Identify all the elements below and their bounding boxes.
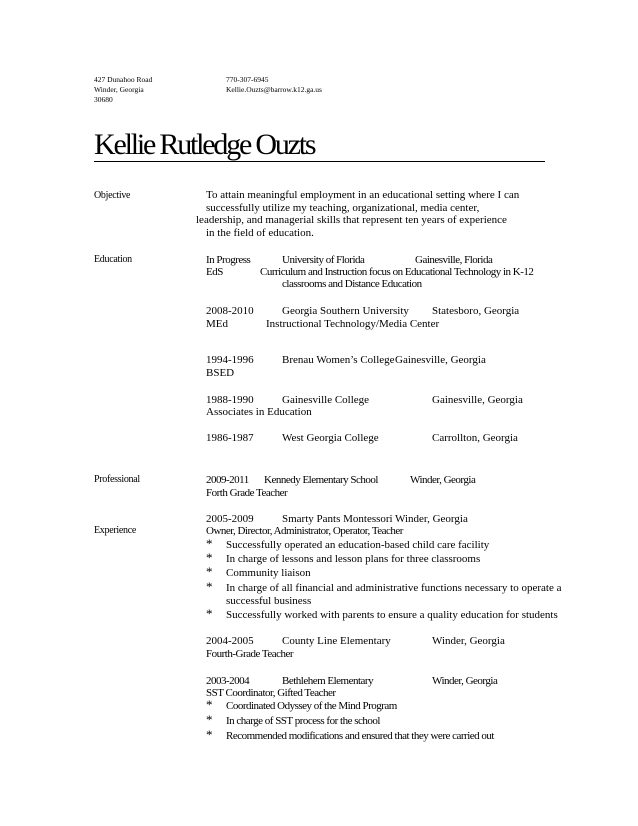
bullet-marker: * bbox=[206, 606, 213, 621]
job-employer: County Line Elementary bbox=[282, 635, 391, 647]
phone-number: 770-307-6945 bbox=[226, 75, 269, 84]
edu-date: 2008-2010 bbox=[206, 305, 254, 317]
edu-school: University of Florida bbox=[282, 254, 365, 266]
objective-line-4: in the field of education. bbox=[206, 227, 314, 239]
job-employer: Smarty Pants Montessori bbox=[282, 513, 393, 525]
job-bullet: Coordinated Odyssey of the Mind Program bbox=[226, 700, 397, 712]
edu-detail: Instructional Technology/Media Center bbox=[266, 318, 440, 330]
resume-name: Kellie Rutledge Ouzts bbox=[94, 128, 315, 161]
job-location: Winder, Georgia bbox=[410, 474, 476, 486]
section-education: Education bbox=[94, 254, 132, 265]
job-role: Forth Grade Teacher bbox=[206, 487, 288, 499]
section-professional: Professional bbox=[94, 474, 140, 485]
section-objective: Objective bbox=[94, 190, 131, 201]
edu-detail: classrooms and Distance Education bbox=[282, 278, 422, 290]
edu-detail: Curriculum and Instruction focus on Educational Technology in K-12 bbox=[260, 266, 534, 278]
edu-degree: BSED bbox=[206, 367, 235, 379]
edu-school: Gainesville College bbox=[282, 394, 370, 406]
edu-date: In Progress bbox=[206, 254, 251, 266]
edu-location: Statesboro, Georgia bbox=[432, 305, 520, 317]
job-bullet: In charge of all financial and administrative functions necessary to operate a bbox=[226, 582, 562, 594]
bullet-marker: * bbox=[206, 564, 213, 579]
edu-location: Gainesville, Georgia bbox=[432, 394, 523, 406]
name-divider bbox=[94, 161, 545, 162]
email-address: Kellie.Ouzts@barrow.k12.ga.us bbox=[226, 85, 322, 94]
edu-school: Georgia Southern University bbox=[282, 305, 409, 317]
job-role: SST Coordinator, Gifted Teacher bbox=[206, 687, 336, 699]
bullet-marker: * bbox=[206, 712, 213, 727]
job-role: Owner, Director, Administrator, Operator, Teacher bbox=[206, 525, 403, 537]
objective-line-2: successfully utilize my teaching, organizational, media center, bbox=[206, 202, 480, 214]
job-location: Winder, Georgia bbox=[432, 675, 498, 687]
job-location: Winder, Georgia bbox=[432, 635, 505, 647]
edu-degree: Associates in Education bbox=[206, 406, 312, 418]
job-bullet: Successfully worked with parents to ensure a quality education for students bbox=[226, 609, 558, 621]
edu-date: 1994-1996 bbox=[206, 354, 254, 366]
job-bullet: Recommended modifications and ensured that they were carried out bbox=[226, 730, 494, 742]
edu-location: Gainesville, Florida bbox=[415, 254, 493, 266]
edu-date: 1988-1990 bbox=[206, 394, 254, 406]
job-bullet: In charge of lessons and lesson plans for three classrooms bbox=[226, 553, 481, 565]
job-role: Fourth-Grade Teacher bbox=[206, 648, 294, 660]
job-bullet: Successfully operated an education-based child care facility bbox=[226, 539, 490, 551]
bullet-marker: * bbox=[206, 697, 213, 712]
objective-line-1: To attain meaningful employment in an educational setting where I can bbox=[206, 189, 520, 201]
edu-degree: MEd bbox=[206, 318, 228, 330]
job-location: Winder, Georgia bbox=[395, 513, 468, 525]
edu-degree: EdS bbox=[206, 266, 223, 278]
bullet-marker: * bbox=[206, 727, 213, 742]
bullet-marker: * bbox=[206, 579, 213, 594]
job-bullet-continued: successful business bbox=[226, 595, 312, 607]
address-line-1: 427 Dunahoo Road bbox=[94, 75, 153, 84]
address-zip: 30680 bbox=[94, 95, 113, 104]
edu-school: Brenau Women’s College bbox=[282, 354, 395, 366]
edu-location: Gainesville, Georgia bbox=[395, 354, 486, 366]
bullet-marker: * bbox=[206, 536, 213, 551]
job-bullet: In charge of SST process for the school bbox=[226, 715, 380, 727]
job-date: 2009-2011 bbox=[206, 474, 249, 486]
job-bullet: Community liaison bbox=[226, 567, 311, 579]
job-date: 2003-2004 bbox=[206, 675, 250, 687]
job-employer: Bethlehem Elementary bbox=[282, 675, 374, 687]
edu-school: West Georgia College bbox=[282, 432, 379, 444]
job-date: 2004-2005 bbox=[206, 635, 254, 647]
job-date: 2005-2009 bbox=[206, 513, 254, 525]
edu-date: 1986-1987 bbox=[206, 432, 254, 444]
objective-line-3: leadership, and managerial skills that represent ten years of experience bbox=[196, 214, 507, 226]
job-employer: Kennedy Elementary School bbox=[264, 474, 378, 486]
edu-location: Carrollton, Georgia bbox=[432, 432, 518, 444]
section-experience: Experience bbox=[94, 525, 136, 536]
bullet-marker: * bbox=[206, 550, 213, 565]
address-line-2: Winder, Georgia bbox=[94, 85, 144, 94]
